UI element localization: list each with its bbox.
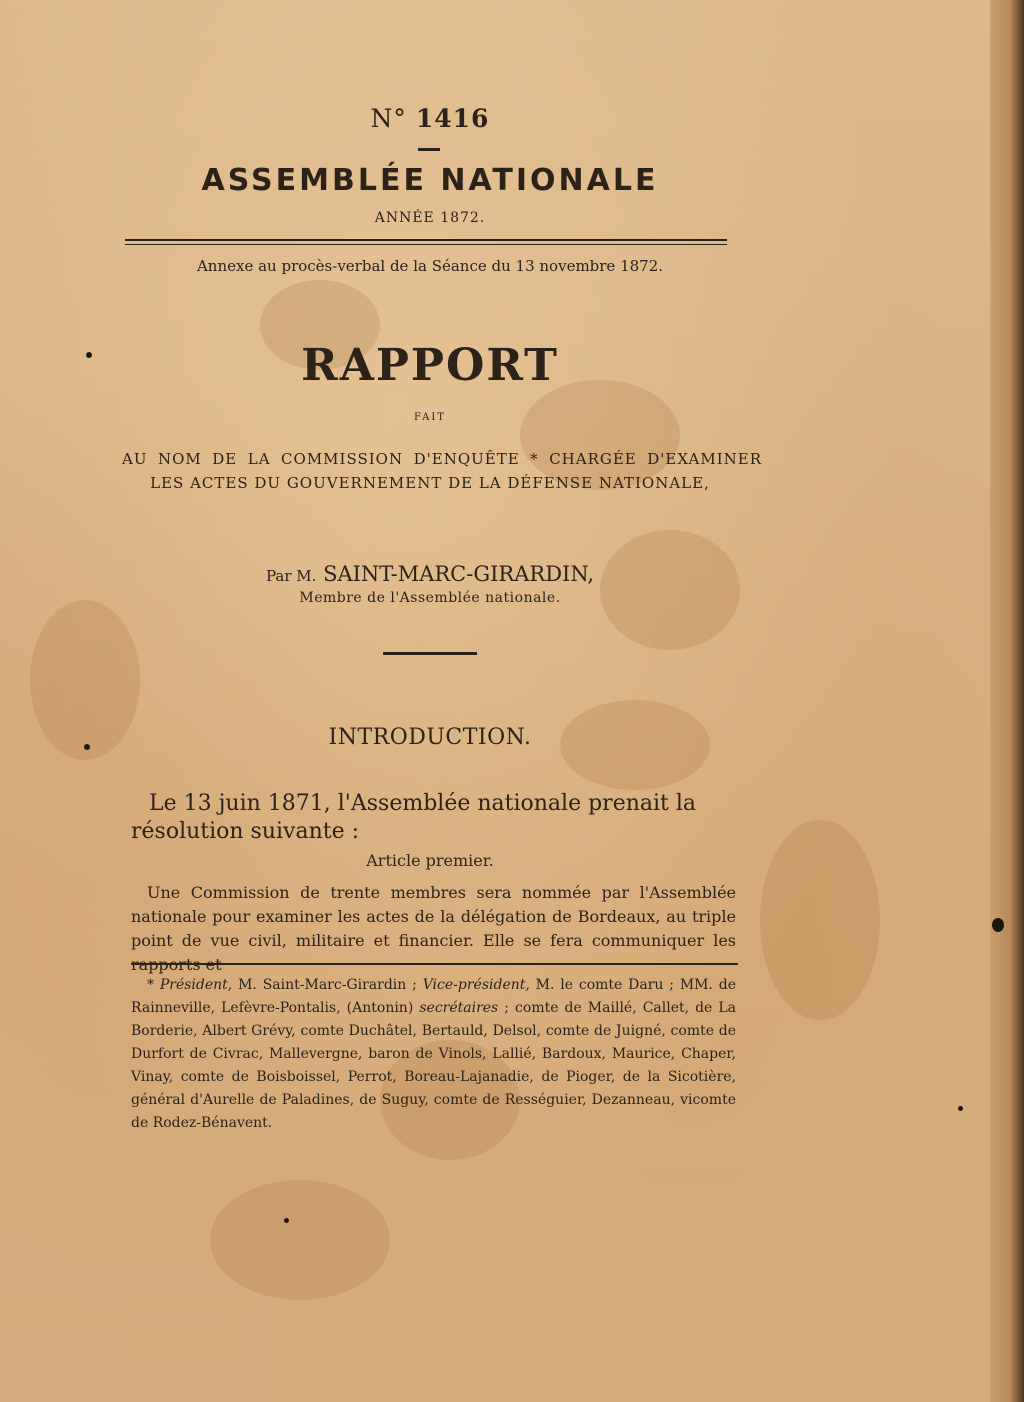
- page-edge: [990, 0, 1024, 1402]
- president-name: M. Saint-Marc-Girardin ;: [238, 977, 417, 993]
- commission-line-2: LES ACTES DU GOUVERNEMENT DE LA DÉFENSE NATIONALE,: [150, 474, 710, 492]
- vice-president-and-members: M. le comte Daru ; MM. de Rainneville, Lefèvre-Pontalis, (Antonin): [131, 977, 737, 1016]
- footnote-rule: [131, 963, 738, 965]
- author-name: SAINT-MARC-GIRARDIN,: [323, 562, 595, 586]
- article-body: Une Commission de trente membres sera nommée par l'Assemblée nationale pour examiner les actes de la délégation de Bordeaux, au triple point de vue civil, militaire et financier. Elle se fera communiquer les: [131, 883, 736, 950]
- document-number: [0, 104, 860, 133]
- assembly-title: ASSEMBLÉE NATIONALE: [201, 163, 659, 198]
- year-line: ANNÉE 1872.: [374, 210, 486, 226]
- fait-label: FAIT: [414, 412, 446, 423]
- footnote-marker: *: [147, 977, 154, 993]
- president-label: Président,: [159, 977, 233, 993]
- ink-speck: [84, 744, 90, 750]
- report-title: RAPPORT: [301, 340, 559, 391]
- number-value: 1416: [415, 104, 490, 133]
- ink-speck: [284, 1218, 289, 1223]
- ink-speck: [958, 1106, 963, 1111]
- introduction-heading: INTRODUCTION.: [328, 725, 532, 750]
- author-role: Membre de l'Assemblée nationale.: [299, 590, 561, 606]
- number-prefix: N°: [370, 104, 407, 133]
- secretaires-label: secrétaires: [419, 1000, 499, 1016]
- lede-paragraph: Le 13 juin 1871, l'Assemblée nationale prenait la résolution suivante :: [131, 791, 697, 844]
- binding-hole: [992, 918, 1004, 932]
- annexe-line: Annexe au procès-verbal de la Séance du 13 novembre 1872.: [196, 257, 664, 275]
- footnote: [131, 974, 736, 1135]
- ink-speck: [86, 352, 92, 358]
- commission-line-1: AU NOM DE LA COMMISSION D'ENQUÊTE * CHARGÉE D'EXAMINER: [122, 450, 762, 468]
- par-label: Par M.: [265, 567, 317, 585]
- section-divider: [383, 652, 477, 655]
- divider: [418, 148, 440, 151]
- article-heading: Article premier.: [366, 851, 494, 870]
- double-rule-top: [125, 239, 727, 241]
- members-list: ; comte de Maillé, Callet, de La Borderie, Albert Grévy, comte Duchâtel, Bertauld, Delsol, comte de Juigné, comte de Durfort de Civrac, Mallevergne, baron de Vinols, Lallié, Bardoux, Maurice, Chaper, Vinay, comte de Boisboissel, Perrot, Boreau-Lajanadie, de Pioger, de la Sicotière, général d'Aurelle de Paladines, de Suguy, comte de Rességuier, Dezanneau, vicomte de Rodez-Bénavent.: [131, 1000, 737, 1131]
- author-line: [0, 562, 860, 586]
- double-rule-bottom: [125, 244, 727, 245]
- vice-president-label: Vice-président,: [422, 977, 530, 993]
